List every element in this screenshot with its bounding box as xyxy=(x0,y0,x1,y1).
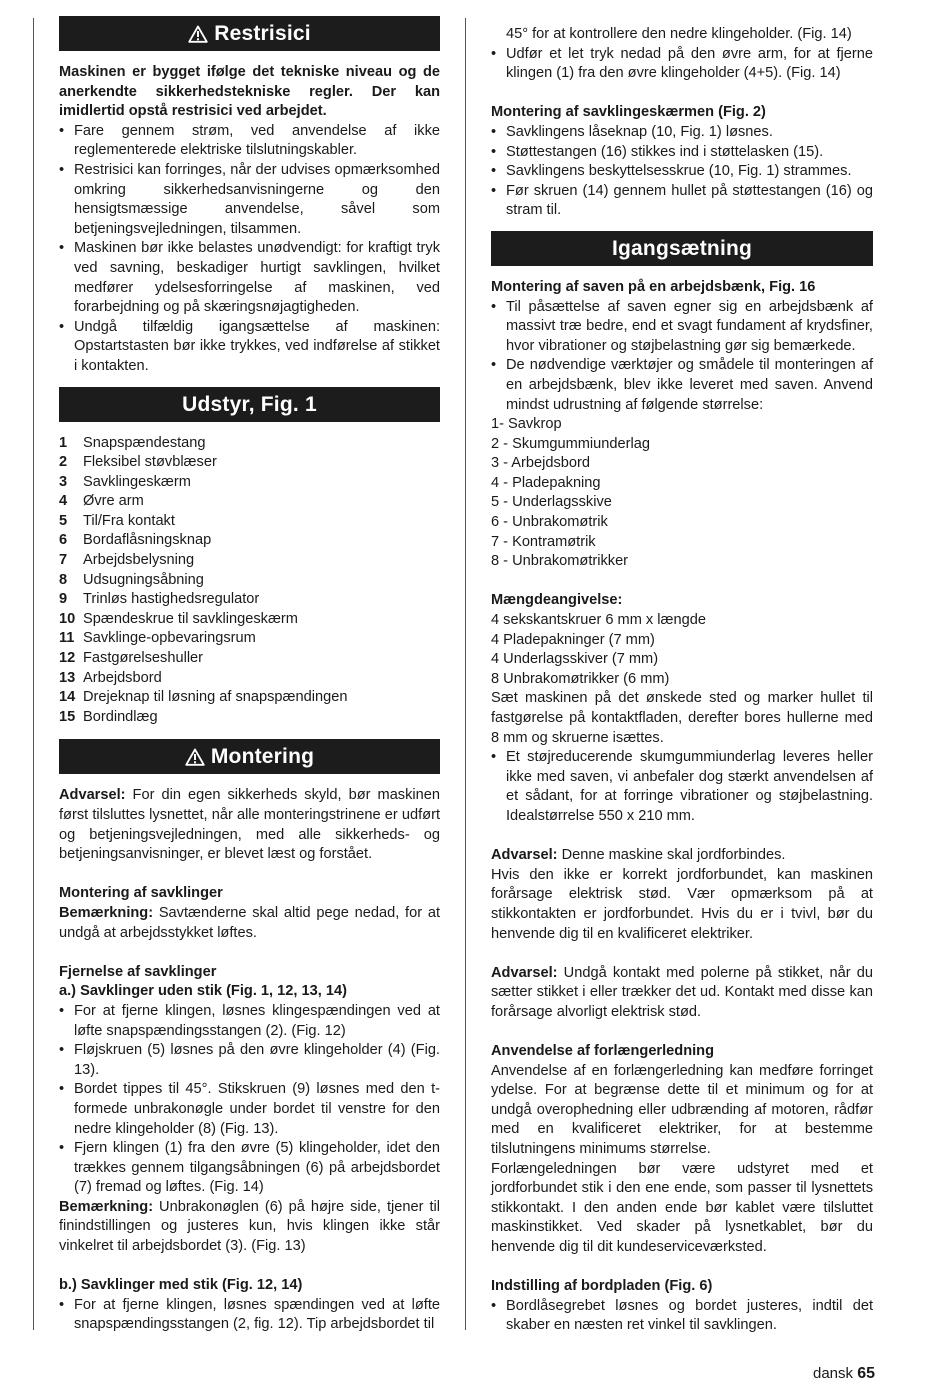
list-item xyxy=(59,531,440,551)
item-label: Bordindlæg xyxy=(83,708,158,725)
item-label: Udsugningsåbning xyxy=(83,571,204,588)
list-item: • Før skruen (14) gennem hullet på støttestangen (16) og stram til. xyxy=(491,182,873,221)
list-item xyxy=(59,492,440,512)
item-number: 9 xyxy=(59,591,68,608)
subheading-extension: Anvendelse af forlængerledning xyxy=(491,1043,714,1060)
quantity-list xyxy=(491,611,873,689)
restrisici-intro: Maskinen er bygget ifølge det tekniske niveau og de anerkendte sikkerhedstekniske regler. Der kan imidlertid opstå restrisici ved arbejdet. xyxy=(59,64,440,120)
item-number: 15 xyxy=(59,708,76,725)
item-label: Snapspændestang xyxy=(83,434,206,451)
list-item xyxy=(59,571,440,591)
section-heading-udstyr xyxy=(59,387,440,422)
item-number: 2 xyxy=(59,454,68,471)
section-heading-text: Udstyr, Fig. 1 xyxy=(182,392,317,416)
section-heading-text: Montering xyxy=(210,745,315,769)
page-number: 65 xyxy=(857,1365,875,1382)
center-column-rule xyxy=(465,18,466,1330)
warning-triangle-icon xyxy=(185,748,205,766)
earth-warning xyxy=(491,846,873,866)
list-item xyxy=(59,512,440,532)
item-label: Øvre arm xyxy=(83,493,144,510)
item-label: Til/Fra kontakt xyxy=(83,512,175,529)
item-number: 5 xyxy=(59,512,68,529)
continued-bullets xyxy=(491,45,873,84)
equipment-list xyxy=(59,434,440,728)
list-item: • Et støjreducerende skumgummiunderlag leveres heller ikke med saven, vi anbefaler dog stærkt anvendelsen af et sådant, for at forringe vibrationer og støjbelastning. Idealstørrelse 550 x 210 mm. xyxy=(491,748,873,826)
a-bullets xyxy=(59,1002,440,1198)
item-label: Arbejdsbord xyxy=(83,669,162,686)
list-item: • Udfør et let tryk nedad på den øvre arm, for at fjerne klingen (1) fra den øvre klingeholder (4+5). (Fig. 14) xyxy=(491,45,873,84)
item-number: 6 xyxy=(59,532,68,549)
item-number: 3 xyxy=(59,473,68,490)
list-item: 4 Underlagsskiver (7 mm) xyxy=(491,651,659,668)
section-heading-igangsaetning xyxy=(491,231,873,266)
list-item: • Fjern klingen (1) fra den øvre (5) klingeholder, idet den trækkes gennem tilgangsåbningen (6) på arbejdsbordet (7) fremad og løftes. (Fig. 14) xyxy=(59,1139,440,1198)
item-number: 12 xyxy=(59,650,76,667)
item-number: 11 xyxy=(59,630,75,647)
section-heading-montering xyxy=(59,739,440,774)
item-number: 10 xyxy=(59,610,76,627)
subheading-a: a.) Savklinger uden stik (Fig. 1, 12, 13, 14) xyxy=(59,983,347,1000)
subheading-savklinger: Montering af savklinger xyxy=(59,885,223,902)
list-item: • Til påsættelse af saven egner sig en arbejdsbænk af massivt træ bedre, end et svagt fundament af krydsfiner, hvor vibrationer og støjbelastning gør sig bemærkede. xyxy=(491,298,873,357)
note-text: Unbrakonøglen (6) på højre side, tjener til finindstillingen og justeres kun, hvis klingen ikke står vinkelret til arbejdsbordet (3). (Fig. 13) xyxy=(59,1198,440,1255)
list-item: 8 - Unbrakomøtrikker xyxy=(491,553,629,570)
plug-warning xyxy=(491,964,873,1023)
list-item: • Restrisici kan forringes, når der udvises opmærksomhed omkring sikkerhedsanvisningerne og den hensigtsmæssige anvendelse, såvel som betjeningsvejledningen, tilsammen. xyxy=(59,161,440,239)
subheading-bench: Montering af saven på en arbejdsbænk, Fig. 16 xyxy=(491,278,816,295)
note-label: Bemærkning: xyxy=(59,1198,154,1215)
list-item: • Savklingens beskyttelsesskrue (10, Fig. 1) strammes. xyxy=(491,162,873,182)
list-item: • De nødvendige værktøjer og smådele til monteringen af en arbejdsbænk, blev ikke leveret med saven. Anvend mindst udrustning af følgende størrelse: xyxy=(491,356,873,415)
left-margin-rule xyxy=(33,18,34,1330)
list-item: • Bordlåsegrebet løsnes og bordet justeres, indtil det skaber en næsten ret vinkel til savklingen. xyxy=(491,1297,873,1336)
warning-text: For din egen sikkerheds skyld, bør maskinen først tilsluttes lysnettet, når alle monteringstrinene er udført og betjeningsvejledningen, med alle sikkerheds- og betjeningsanvisninger, er blevet læst og forstået. xyxy=(59,787,440,863)
list-item: 8 Unbrakomøtrikker (6 mm) xyxy=(491,670,670,687)
item-number: 1 xyxy=(59,434,68,451)
restrisici-bullets xyxy=(59,122,440,377)
note-label: Bemærkning: xyxy=(59,904,154,921)
section-heading-text: Restrisici xyxy=(214,22,311,45)
table-bullets xyxy=(491,1297,873,1336)
left-column xyxy=(59,16,440,1335)
placement-text: Sæt maskinen på det ønskede sted og marker hullet til fastgørelse på kontaktfladen, derefter bores hullerne med 8 mm og skruerne isættes. xyxy=(491,690,873,746)
list-item xyxy=(59,629,440,649)
list-item: • Bordet tippes til 45°. Stikskruen (9) løsnes med den t-formede unbrakonøgle under bordet til venstre for den nedre klingeholder (8) (Fig. 13). xyxy=(59,1080,440,1139)
item-label: Fastgørelseshuller xyxy=(83,650,204,667)
list-item: 6 - Unbrakomøtrik xyxy=(491,514,608,531)
earth-text: Hvis den ikke er korrekt jordforbundet, kan maskinen forårsage elektrisk stød. Vær opmærksom på at stikkontakten er jordforbundet. Hvis du er i tvivl, bør du henvende dig til en kvalificeret elektriker. xyxy=(491,866,873,942)
subheading-quantity: Mængdeangivelse: xyxy=(491,592,623,609)
list-item: • Undgå tilfældig igangsættelse af maskinen: Opstartstasten bør ikke trykkes, ved indførelse af stikket i kontakten. xyxy=(59,318,440,377)
list-item xyxy=(59,669,440,689)
item-number: 13 xyxy=(59,669,76,686)
list-item xyxy=(59,708,440,728)
item-label: Bordaflåsningsknap xyxy=(83,532,212,549)
item-label: Fleksibel støvblæser xyxy=(83,454,217,471)
note-text: Savtænderne skal altid pege nedad, for at undgå at arbejdsstykket løftes. xyxy=(59,904,440,941)
subheading-b: b.) Savklinger med stik (Fig. 12, 14) xyxy=(59,1277,303,1294)
warning-label: Advarsel: xyxy=(491,964,558,981)
list-item: 4 sekskantskruer 6 mm x længde xyxy=(491,612,706,629)
list-item xyxy=(59,473,440,493)
subheading-fjernelse: Fjernelse af savklinger xyxy=(59,963,217,980)
list-item: • Fløjskruen (5) løsnes på den øvre klingeholder (4) (Fig. 13). xyxy=(59,1041,440,1080)
warning-label: Advarsel: xyxy=(491,847,558,864)
b-bullets xyxy=(59,1296,440,1335)
subheading-table: Indstilling af bordpladen (Fig. 6) xyxy=(491,1278,713,1295)
list-item: • Savklingens låseknap (10, Fig. 1) løsnes. xyxy=(491,123,873,143)
list-item xyxy=(59,688,440,708)
subheading-skaerm: Montering af savklingeskærmen (Fig. 2) xyxy=(491,104,766,121)
item-label: Drejeknap til løsning af snapspændingen xyxy=(83,689,348,706)
parts-list xyxy=(491,415,873,572)
item-label: Savklinge-opbevaringsrum xyxy=(83,630,256,647)
item-label: Trinløs hastighedsregulator xyxy=(83,591,260,608)
item-label: Arbejdsbelysning xyxy=(83,552,195,569)
warning-label: Advarsel: xyxy=(59,787,126,804)
warning-triangle-icon xyxy=(188,25,208,43)
list-item xyxy=(59,453,440,473)
warning-text: Undgå kontakt med polerne på stikket, når du sætter stikket i eller trækker det ud. Kontakt med disse kan forårsage alvorligt elektrisk stød. xyxy=(491,964,873,1020)
item-number: 14 xyxy=(59,689,76,706)
section-heading-restrisici xyxy=(59,16,440,51)
list-item: 4 Pladepakninger (7 mm) xyxy=(491,631,655,648)
section-heading-text: Igangsætning xyxy=(611,236,753,260)
list-item: • Støttestangen (16) stikkes ind i støttelasken (15). xyxy=(491,143,873,163)
list-item: • Fare gennem strøm, ved anvendelse af ikke reglementerede elektriske tilslutningskabler. xyxy=(59,122,440,161)
list-item: 5 - Underlagsskive xyxy=(491,494,612,511)
page-footer xyxy=(813,1364,875,1384)
montering-warning xyxy=(59,786,440,864)
list-item xyxy=(59,551,440,571)
item-number: 4 xyxy=(59,493,68,510)
bench-bullets xyxy=(491,298,873,416)
item-label: Spændeskrue til savklingeskærm xyxy=(83,610,298,627)
list-item: 1- Savkrop xyxy=(491,416,562,433)
list-item xyxy=(59,610,440,630)
list-item: 3 - Arbejdsbord xyxy=(491,455,590,472)
montering-note xyxy=(59,904,440,943)
list-item: 7 - Kontramøtrik xyxy=(491,533,596,550)
list-item: • For at fjerne klingen, løsnes spændingen ved at løfte snapspændingsstangen (2, fig. 12). Tip arbejdsbordet til xyxy=(59,1296,440,1335)
item-number: 7 xyxy=(59,552,68,569)
extension-text-1: Anvendelse af en forlængerledning kan medføre forringet ydelse. For at begrænse dette til et minimum og for at undgå overophedning eller udbrænding af motoren, rådfør med en kvalificeret elektriker, for at bestemme tilslutningens minimums størrelse. xyxy=(491,1062,873,1158)
right-column xyxy=(491,25,873,1336)
item-label: Savklingeskærm xyxy=(83,473,191,490)
list-item: 4 - Pladepakning xyxy=(491,474,601,491)
list-item: • Maskinen bør ikke belastes unødvendigt: for kraftigt tryk ved savning, beskadiger hurtigt savklingen, hvilket medfører ydelsesforringelse af maskinen, ved forarbejdning og på skæringsnøjagtigheden. xyxy=(59,239,440,317)
continued-text: 45° for at kontrollere den nedre klingeholder. (Fig. 14) xyxy=(506,26,852,42)
list-item: • For at fjerne klingen, løsnes klingespændingen ved at løfte snapspændingsstangen (2). (Fig. 12) xyxy=(59,1002,440,1041)
list-item: 2 - Skumgummiunderlag xyxy=(491,435,650,452)
list-item xyxy=(59,590,440,610)
warning-text: Denne maskine skal jordforbindes. xyxy=(557,847,786,864)
list-item xyxy=(59,434,440,454)
item-number: 8 xyxy=(59,571,68,588)
skaerm-bullets xyxy=(491,123,873,221)
list-item xyxy=(59,649,440,669)
foam-bullets xyxy=(491,748,873,826)
extension-text-2: Forlængeledningen bør være udstyret med et jordforbundet stik i den ene ende, som passer til lysnettets stikkontakt. I den anden ende bør kablet være tilsluttet maskinstikket. Ved skader på lysnetkablet, bør du henvende dig til dit kundeserviceværksted. xyxy=(491,1160,873,1256)
montering-note-2 xyxy=(59,1198,440,1257)
footer-language: dansk xyxy=(813,1365,854,1382)
